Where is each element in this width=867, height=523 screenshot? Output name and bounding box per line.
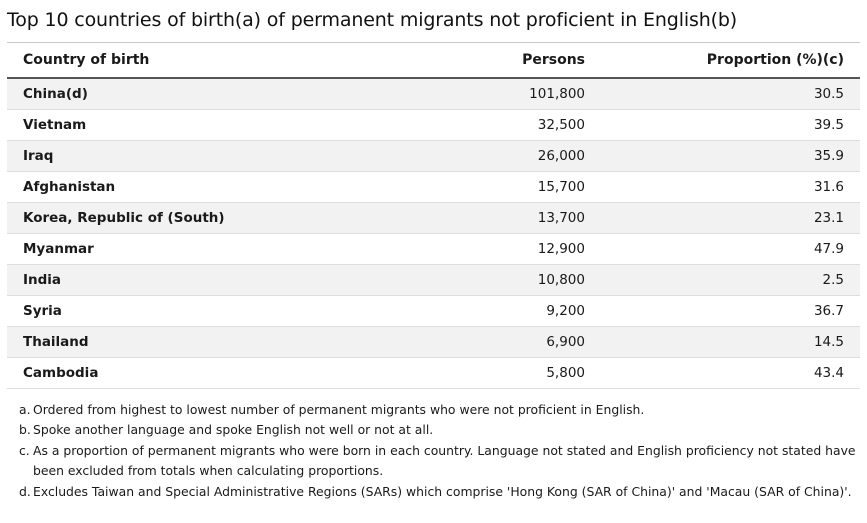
cell-persons: 101,800 bbox=[339, 78, 601, 110]
cell-persons: 12,900 bbox=[339, 234, 601, 265]
table-row bbox=[7, 265, 860, 296]
data-table bbox=[7, 42, 860, 389]
cell-proportion: 47.9 bbox=[601, 234, 860, 265]
footnote-marker: b. bbox=[19, 422, 31, 438]
cell-persons: 5,800 bbox=[339, 358, 601, 389]
table-row bbox=[7, 172, 860, 203]
table-header bbox=[7, 43, 860, 79]
footnote-marker: d. bbox=[19, 483, 31, 499]
column-header-persons: Persons bbox=[339, 43, 601, 79]
cell-persons: 26,000 bbox=[339, 141, 601, 172]
footnote-text: As a proportion of permanent migrants who were born in each country. Language not stated and English proficiency not stated have been excluded from totals when calculating proportions. bbox=[33, 442, 856, 479]
table-row bbox=[7, 141, 860, 172]
cell-proportion: 36.7 bbox=[601, 296, 860, 327]
table-row bbox=[7, 234, 860, 265]
cell-country: India bbox=[7, 265, 339, 296]
footnote-a bbox=[19, 400, 857, 420]
cell-persons: 15,700 bbox=[339, 172, 601, 203]
cell-persons: 10,800 bbox=[339, 265, 601, 296]
footnote-text: Excludes Taiwan and Special Administrative Regions (SARs) which comprise 'Hong Kong (SAR of China)' and 'Macau (SAR of China)'. bbox=[33, 483, 852, 499]
footnote-text: Ordered from highest to lowest number of permanent migrants who were not proficient in English. bbox=[33, 402, 645, 417]
table-title: Top 10 countries of birth(a) of permanent migrants not proficient in English(b) bbox=[7, 9, 738, 31]
table-row bbox=[7, 203, 860, 234]
cell-persons: 32,500 bbox=[339, 110, 601, 141]
cell-persons: 13,700 bbox=[339, 203, 601, 234]
cell-proportion: 39.5 bbox=[601, 110, 860, 141]
cell-proportion: 23.1 bbox=[601, 203, 860, 234]
footnote-marker: a. bbox=[19, 402, 31, 417]
cell-proportion: 35.9 bbox=[601, 141, 860, 172]
cell-country: Syria bbox=[7, 296, 339, 327]
footnote-marker: c. bbox=[19, 442, 30, 458]
footnote-c bbox=[19, 441, 857, 482]
cell-country: Myanmar bbox=[7, 234, 339, 265]
page bbox=[7, 0, 861, 499]
cell-proportion: 2.5 bbox=[601, 265, 860, 296]
footnotes bbox=[19, 400, 857, 502]
table-row bbox=[7, 110, 860, 141]
cell-country: Afghanistan bbox=[7, 172, 339, 203]
table-row bbox=[7, 296, 860, 327]
cell-proportion: 31.6 bbox=[601, 172, 860, 203]
footnote-b bbox=[19, 420, 857, 440]
footnote-d bbox=[19, 482, 857, 502]
cell-persons: 9,200 bbox=[339, 296, 601, 327]
table-row bbox=[7, 358, 860, 389]
column-header-proportion: Proportion (%)(c) bbox=[601, 43, 860, 79]
cell-persons: 6,900 bbox=[339, 327, 601, 358]
cell-proportion: 30.5 bbox=[601, 78, 860, 110]
cell-country: China(d) bbox=[7, 78, 339, 110]
table-body bbox=[7, 78, 860, 389]
cell-proportion: 14.5 bbox=[601, 327, 860, 358]
cell-country: Iraq bbox=[7, 141, 339, 172]
cell-country: Korea, Republic of (South) bbox=[7, 203, 339, 234]
table-row bbox=[7, 327, 860, 358]
cell-country: Thailand bbox=[7, 327, 339, 358]
table-row bbox=[7, 78, 860, 110]
cell-proportion: 43.4 bbox=[601, 358, 860, 389]
header-row bbox=[7, 43, 860, 79]
column-header-country: Country of birth bbox=[7, 43, 339, 79]
cell-country: Vietnam bbox=[7, 110, 339, 141]
footnote-text: Spoke another language and spoke English not well or not at all. bbox=[33, 422, 434, 438]
cell-country: Cambodia bbox=[7, 358, 339, 389]
